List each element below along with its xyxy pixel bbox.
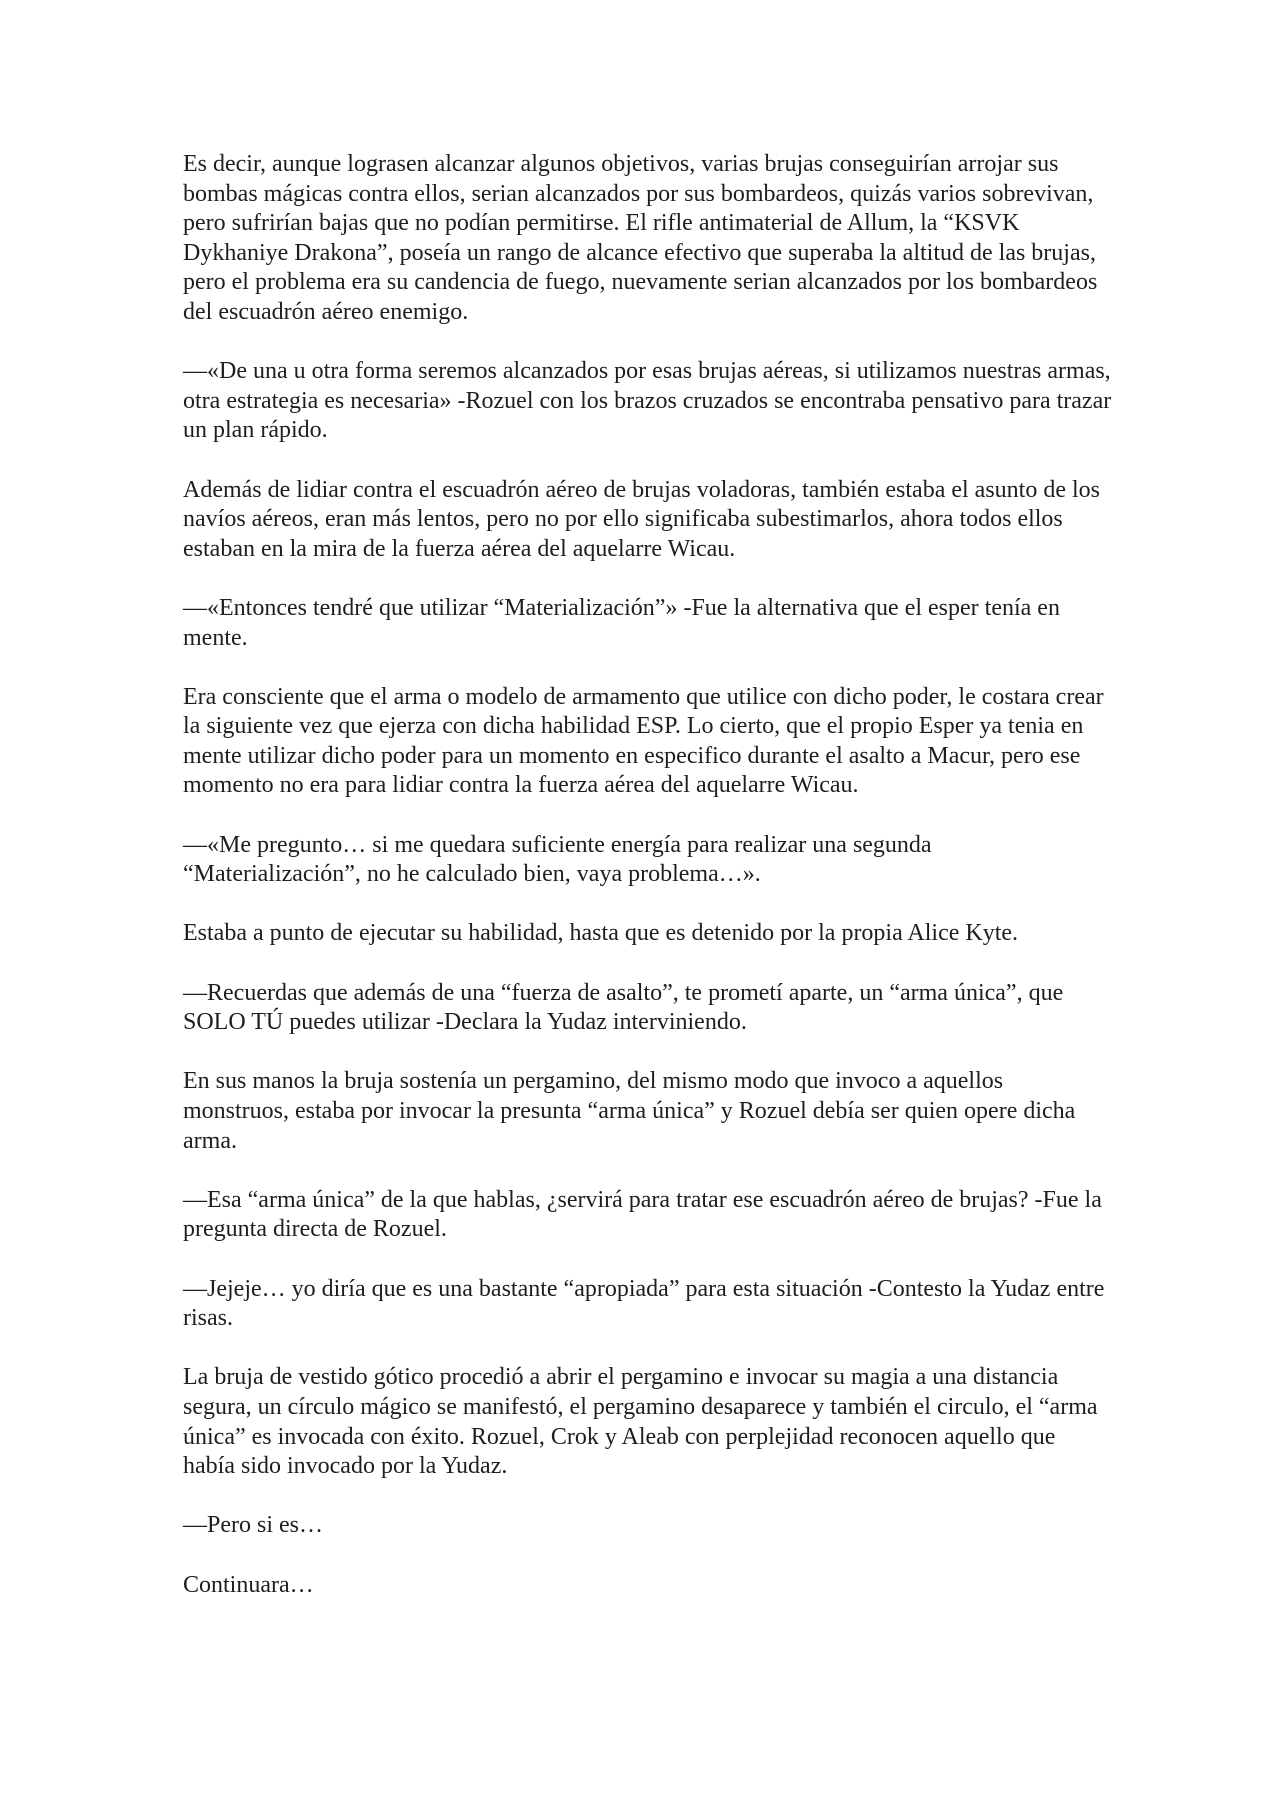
paragraph-14: Continuara… bbox=[183, 1571, 314, 1598]
paragraph-5: Era consciente que el arma o modelo de armamento que utilice con dicho poder, le costara crear la siguiente vez que ejerza con dicha habilidad ESP. Lo cierto, que el propio Esper ya tenia en mente utilizar dicho poder para un momento en especifico durante el asalto a Macur, pero ese momento no era para lidiar contra la fuerza aérea del aquelarre Wicau. bbox=[183, 683, 1104, 799]
paragraph-4: —«Entonces tendré que utilizar “Materialización”» -Fue la alternativa que el esper tenía en mente. bbox=[183, 594, 1060, 651]
document-page bbox=[183, 150, 1113, 1600]
paragraph-13: —Pero si es… bbox=[183, 1512, 323, 1539]
paragraph-2: —«De una u otra forma seremos alcanzados por esas brujas aéreas, si utilizamos nuestras armas, otra estrategia es necesaria» -Rozuel con los brazos cruzados se encontraba pensativo para trazar un plan rápido. bbox=[183, 358, 1112, 444]
paragraph-3: Además de lidiar contra el escuadrón aéreo de brujas voladoras, también estaba el asunto de los navíos aéreos, eran más lentos, pero no por ello significaba subestimarlos, ahora todos ellos estaban en la mira de la fuerza aérea del aquelarre Wicau. bbox=[183, 476, 1100, 562]
paragraph-8: —Recuerdas que además de una “fuerza de asalto”, te prometí aparte, un “arma única”, que SOLO TÚ puedes utilizar -Declara la Yudaz interviniendo. bbox=[183, 979, 1064, 1036]
paragraph-1: Es decir, aunque lograsen alcanzar algunos objetivos, varias brujas conseguirían arrojar sus bombas mágicas contra ellos, serian alcanzados por sus bombardeos, quizás varios sobrevivan, pero sufrirían bajas que no podían permitirse. El rifle antimaterial de Allum, la “KSVK Dykhaniye Drakona”, poseía un rango de alcance efectivo que superaba la altitud de las brujas, pero el problema era su candencia de fuego, nuevamente serian alcanzados por los bombardeos del escuadrón aéreo enemigo. bbox=[183, 151, 1098, 325]
paragraph-6: —«Me pregunto… si me quedara suficiente energía para realizar una segunda “Materialización”, no he calculado bien, vaya problema…». bbox=[183, 831, 932, 888]
paragraph-9: En sus manos la bruja sostenía un pergamino, del mismo modo que invoco a aquellos monstruos, estaba por invocar la presunta “arma única” y Rozuel debía ser quien opere dicha arma. bbox=[183, 1068, 1076, 1154]
paragraph-10: —Esa “arma única” de la que hablas, ¿servirá para tratar ese escuadrón aéreo de brujas? -Fue la pregunta directa de Rozuel. bbox=[183, 1186, 1102, 1243]
paragraph-7: Estaba a punto de ejecutar su habilidad, hasta que es detenido por la propia Alice Kyte. bbox=[183, 920, 1019, 947]
paragraph-12: La bruja de vestido gótico procedió a abrir el pergamino e invocar su magia a una distancia segura, un círculo mágico se manifestó, el pergamino desaparece y también el circulo, el “arma única” es invocada con éxito. Rozuel, Crok y Aleab con perplejidad reconocen aquello que había sido invocado por la Yudaz. bbox=[183, 1364, 1098, 1480]
paragraph-11: —Jejeje… yo diría que es una bastante “apropiada” para esta situación -Contesto la Yudaz entre risas. bbox=[183, 1275, 1105, 1332]
